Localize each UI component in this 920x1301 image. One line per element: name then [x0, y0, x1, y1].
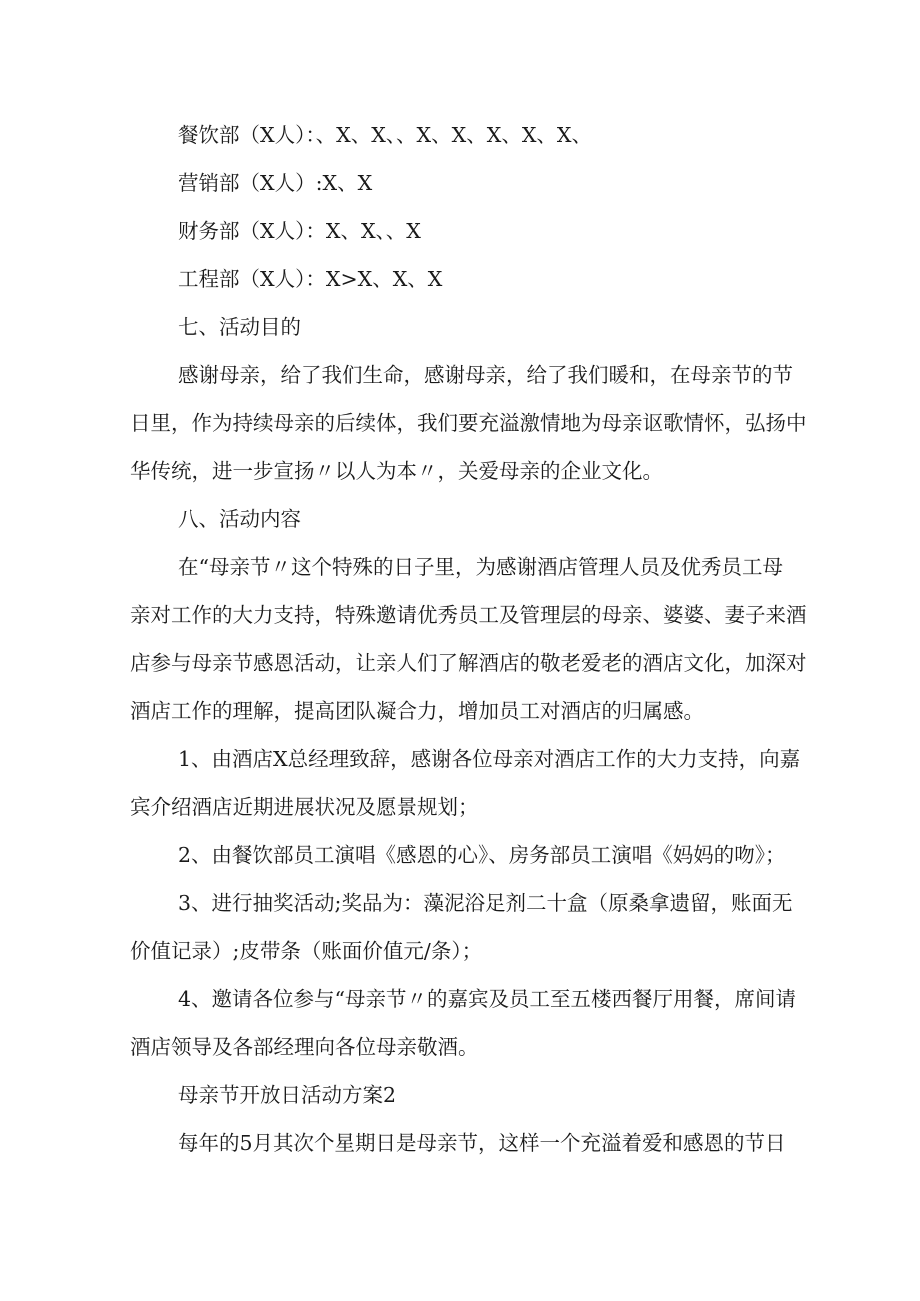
paragraph-line: 每年的5月其次个星期日是母亲节，这样一个充溢着爱和感恩的节日: [178, 1131, 786, 1155]
paragraph-line: 亲对工作的大力支持，特殊邀请优秀员工及管理层的母亲、婆婆、妻子来酒: [130, 603, 807, 627]
dept-line-finance: 财务部（X人）：X、X、、X: [178, 219, 421, 243]
list-item-1-cont: 宾介绍酒店近期进展状况及愿景规划；: [130, 795, 479, 819]
paragraph-line: 华传统，进一步宣扬〃以人为本〃，关爱母亲的企业文化。: [130, 459, 663, 483]
dept-line-catering: 餐饮部（X人）：、X、X、、X、X、X、X、X、: [178, 123, 593, 147]
dept-line-engineering: 工程部（X人）：X>X、X、X: [178, 267, 443, 291]
list-item-1: 1、由酒店X总经理致辞，感谢各位母亲对酒店工作的大力支持，向嘉: [178, 747, 801, 771]
list-item-3-cont: 价值记录）;皮带条（账面价值元/条）；: [130, 939, 483, 963]
list-item-3: 3、进行抽奖活动;奖品为：藻泥浴足剂二十盒（原桑拿遗留，账面无: [178, 891, 793, 915]
list-item-4: 4、邀请各位参与“母亲节〃的嘉宾及员工至五楼西餐厅用餐，席间请: [178, 987, 797, 1011]
plan2-title: 母亲节开放日活动方案2: [178, 1083, 397, 1107]
paragraph-line: 感谢母亲，给了我们生命，感谢母亲，给了我们暖和，在母亲节的节: [178, 363, 793, 387]
section-heading-purpose: 七、活动目的: [178, 315, 301, 339]
paragraph-line: 酒店工作的理解，提高团队凝合力，增加员工对酒店的归属感。: [130, 699, 704, 723]
dept-line-marketing: 营销部（X人）:X、X: [178, 171, 373, 195]
section-heading-content: 八、活动内容: [178, 507, 301, 531]
list-item-4-cont: 酒店领导及各部经理向各位母亲敬酒。: [130, 1035, 479, 1059]
paragraph-line: 店参与母亲节感恩活动，让亲人们了解酒店的敬老爱老的酒店文化，加深对: [130, 651, 807, 675]
paragraph-line: 日里，作为持续母亲的后续体，我们要充溢激情地为母亲讴歌情怀，弘扬中: [130, 411, 807, 435]
list-item-2: 2、由餐饮部员工演唱《感恩的心》、房务部员工演唱《妈妈的吻》；: [178, 843, 786, 867]
paragraph-line: 在“母亲节〃这个特殊的日子里，为感谢酒店管理人员及优秀员工母: [178, 555, 783, 579]
